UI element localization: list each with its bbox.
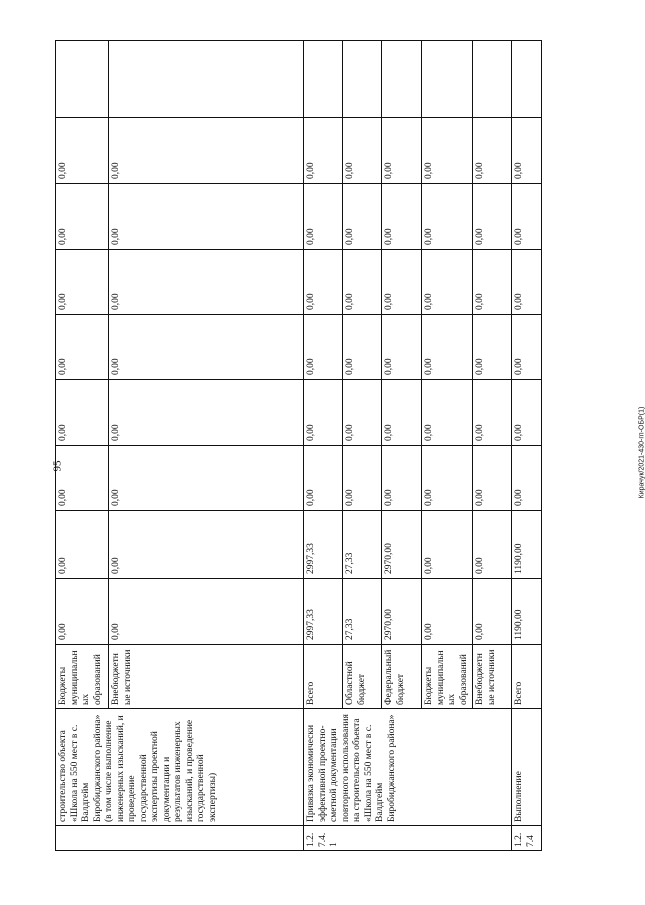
value-cell: 2997,33	[304, 511, 343, 579]
value-cell: 0,00	[422, 250, 473, 315]
value-cell: 0,00	[422, 118, 473, 184]
value-cell: 0,00	[512, 250, 542, 315]
value-cell: 0,00	[422, 184, 473, 250]
value-cell: 0,00	[473, 250, 512, 315]
value-cell: 0,00	[512, 184, 542, 250]
empty-cell	[304, 41, 343, 118]
page-number: 95	[51, 460, 64, 472]
value-cell: 0,00	[382, 380, 422, 446]
empty-cell	[382, 41, 422, 118]
value-cell: 0,00	[109, 579, 304, 645]
value-cell: 0,00	[512, 446, 542, 511]
value-cell: 0,00	[56, 184, 109, 250]
row-source: Внебюджетные источники	[473, 645, 512, 709]
row-source: Бюджеты муниципальных образований	[56, 645, 109, 709]
value-cell: 0,00	[473, 315, 512, 380]
rotated-table-container	[55, 54, 536, 851]
value-cell: 0,00	[382, 184, 422, 250]
table-row	[56, 41, 109, 851]
footer-reference: Кирачук/2021-430-гп-ОБР(1)	[638, 406, 645, 499]
value-cell: 0,00	[343, 380, 382, 446]
row-name: Привязка экономически эффективной проектно-сметной документации повторного использования на строительство объекта «Школа на 550 мест в с. Валдгейм Биробиджанского района»	[304, 709, 512, 826]
table-row	[512, 41, 542, 851]
value-cell: 0,00	[473, 446, 512, 511]
value-cell: 0,00	[56, 446, 109, 511]
value-cell: 0,00	[343, 184, 382, 250]
row-source: Бюджеты муниципальных образований	[422, 645, 473, 709]
value-cell: 0,00	[422, 579, 473, 645]
value-cell: 0,00	[56, 118, 109, 184]
value-cell: 0,00	[56, 315, 109, 380]
table-row	[304, 41, 343, 851]
value-cell: 1190,00	[512, 511, 542, 579]
row-name: строительство объекта «Школа на 550 мест в с. Валдгейм Биробиджанского района» (в том числе выполнение инженерных изысканий, и проведение государственной экспертизы проектной документации и результатов инженерных изысканий, и проведение государственной экспертизы)	[56, 709, 304, 826]
empty-cell	[422, 41, 473, 118]
value-cell: 0,00	[56, 250, 109, 315]
value-cell: 0,00	[304, 118, 343, 184]
value-cell: 27,33	[343, 579, 382, 645]
empty-cell	[109, 41, 304, 118]
value-cell: 0,00	[422, 380, 473, 446]
value-cell: 0,00	[109, 184, 304, 250]
value-cell: 0,00	[56, 511, 109, 579]
value-cell: 0,00	[512, 118, 542, 184]
value-cell: 0,00	[422, 315, 473, 380]
value-cell: 0,00	[304, 184, 343, 250]
value-cell: 0,00	[512, 315, 542, 380]
value-cell: 0,00	[56, 380, 109, 446]
budget-table	[55, 40, 542, 851]
value-cell: 2970,00	[382, 579, 422, 645]
value-cell: 0,00	[109, 380, 304, 446]
row-code: 1.2.7.4.1	[304, 826, 512, 851]
row-source: Всего	[512, 645, 542, 709]
value-cell: 0,00	[473, 579, 512, 645]
value-cell: 0,00	[109, 250, 304, 315]
value-cell: 2997,33	[304, 579, 343, 645]
value-cell: 0,00	[343, 446, 382, 511]
value-cell: 0,00	[473, 511, 512, 579]
value-cell: 0,00	[473, 184, 512, 250]
row-source: Внебюджетные источники	[109, 645, 304, 709]
empty-cell	[343, 41, 382, 118]
value-cell: 0,00	[109, 118, 304, 184]
empty-cell	[56, 41, 109, 118]
empty-cell	[473, 41, 512, 118]
value-cell: 0,00	[109, 315, 304, 380]
value-cell: 0,00	[304, 315, 343, 380]
value-cell: 0,00	[343, 250, 382, 315]
value-cell: 2970,00	[382, 511, 422, 579]
value-cell: 27,33	[343, 511, 382, 579]
value-cell: 0,00	[56, 579, 109, 645]
row-source: Областной бюджет	[343, 645, 382, 709]
empty-cell	[512, 41, 542, 118]
value-cell: 0,00	[422, 511, 473, 579]
row-source: Всего	[304, 645, 343, 709]
value-cell: 0,00	[343, 315, 382, 380]
value-cell: 0,00	[382, 118, 422, 184]
value-cell: 0,00	[473, 118, 512, 184]
value-cell: 0,00	[343, 118, 382, 184]
value-cell: 0,00	[382, 315, 422, 380]
value-cell: 0,00	[304, 380, 343, 446]
row-name: Выполнение	[512, 709, 542, 826]
value-cell: 1190,00	[512, 579, 542, 645]
row-source: Федеральный бюджет	[382, 645, 422, 709]
value-cell: 0,00	[422, 446, 473, 511]
value-cell: 0,00	[382, 250, 422, 315]
value-cell: 0,00	[512, 380, 542, 446]
value-cell: 0,00	[109, 511, 304, 579]
value-cell: 0,00	[473, 380, 512, 446]
row-code	[56, 826, 304, 851]
value-cell: 0,00	[304, 250, 343, 315]
value-cell: 0,00	[109, 446, 304, 511]
value-cell: 0,00	[304, 446, 343, 511]
value-cell: 0,00	[382, 446, 422, 511]
row-code: 1.2.7.4	[512, 826, 542, 851]
